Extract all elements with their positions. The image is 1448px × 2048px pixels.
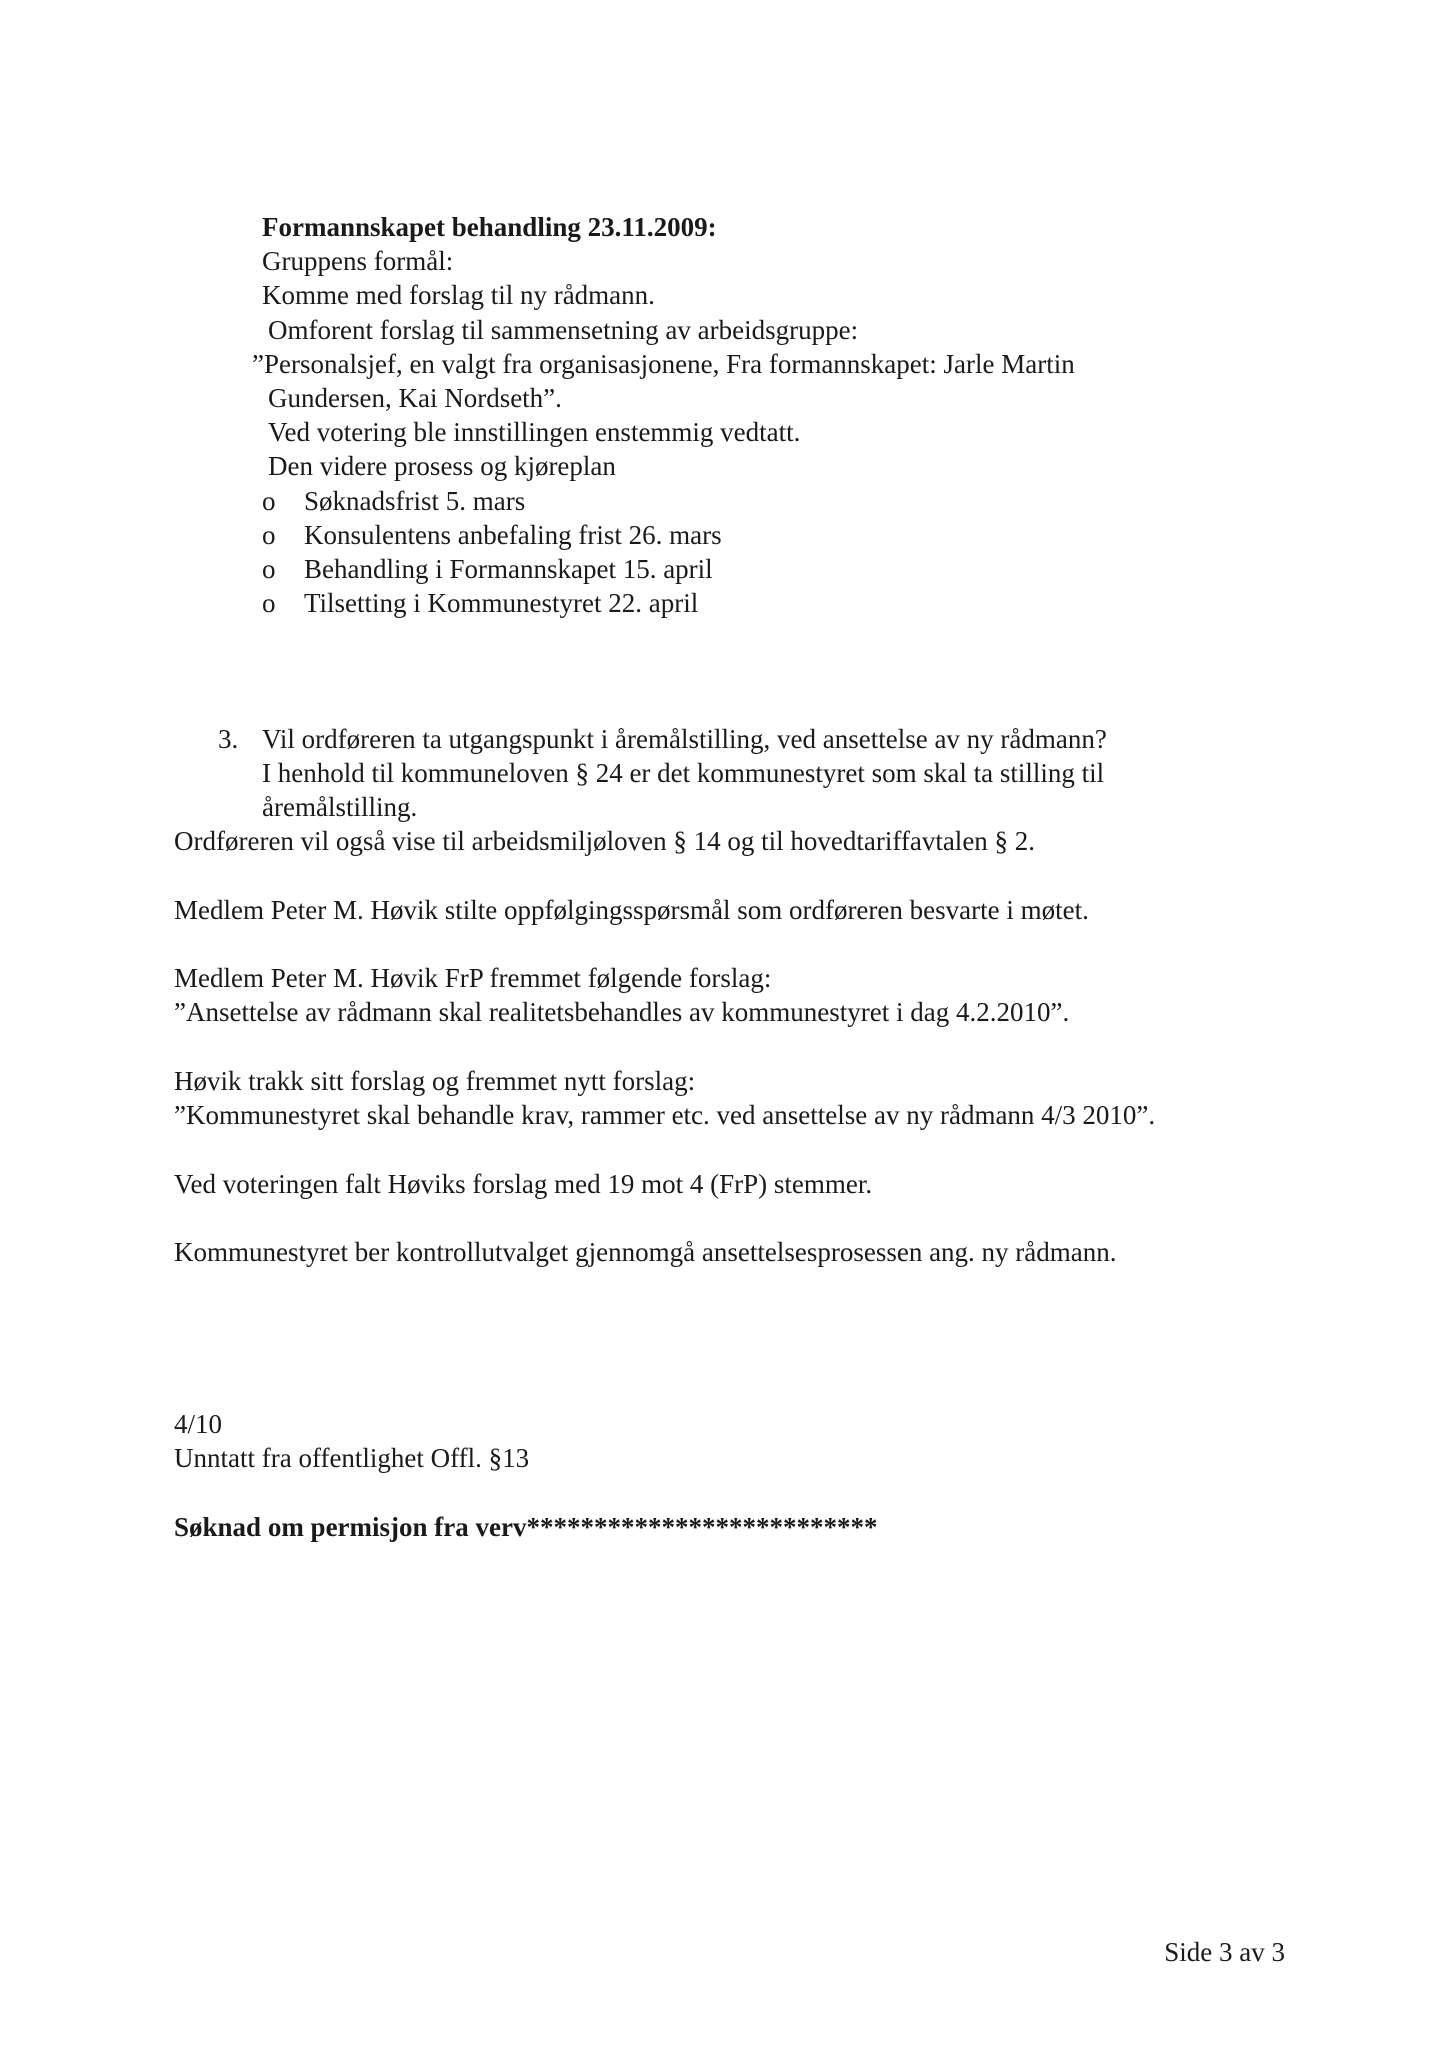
paragraph-line: Ved voteringen falt Høviks forslag med 19 mot 4 (FrP) stemmer. [174,1169,873,1199]
text-line: Gundersen, Kai Nordseth”. [268,383,562,413]
text-line: Gruppens formål: [262,246,454,276]
paragraph-line: ”Kommunestyret skal behandle krav, rammer etc. ved ansettelse av ny rådmann 4/3 2010”. [174,1100,1156,1130]
bullet-marker: o [262,554,276,584]
bullet-item [262,518,722,552]
bullet-text: Behandling i Formannskapet 15. april [304,554,713,584]
text-line: Den videre prosess og kjøreplan [268,451,616,481]
text-line: Omforent forslag til sammensetning av arbeidsgruppe: [268,315,859,345]
bullet-item [262,484,525,518]
bullet-item [262,552,713,586]
section-heading: Formannskapet behandling 23.11.2009: [262,212,717,242]
paragraph-line: Ordføreren vil også vise til arbeidsmiljøloven § 14 og til hovedtariffavtalen § 2. [174,826,1036,856]
item-number: 3. [218,724,239,754]
paragraph-line: Kommunestyret ber kontrollutvalget gjennomgå ansettelsesprosessen ang. ny rådmann. [174,1237,1117,1267]
paragraph-line: Medlem Peter M. Høvik stilte oppfølgingsspørsmål som ordføreren besvarte i møtet. [174,895,1089,925]
numbered-item [218,722,1107,756]
paragraph-line: ”Ansettelse av rådmann skal realitetsbehandles av kommunestyret i dag 4.2.2010”. [174,997,1070,1027]
bullet-marker: o [262,520,276,550]
page-number: Side 3 av 3 [1164,1937,1285,1967]
text-line: Ved votering ble innstillingen enstemmig vedtatt. [268,417,801,447]
paragraph-line: Medlem Peter M. Høvik FrP fremmet følgende forslag: [174,963,772,993]
item-answer-line: åremålstilling. [262,792,418,822]
item-answer-line: I henhold til kommuneloven § 24 er det kommunestyret som skal ta stilling til [262,758,1105,788]
bullet-marker: o [262,588,276,618]
text-line: ”Personalsjef, en valgt fra organisasjonene, Fra formannskapet: Jarle Martin [252,349,1075,379]
case-title: Søknad om permisjon fra verv************************** [174,1512,878,1542]
case-exemption: Unntatt fra offentlighet Offl. §13 [174,1443,530,1473]
paragraph-line: Høvik trakk sitt forslag og fremmet nytt forslag: [174,1066,696,1096]
bullet-text: Konsulentens anbefaling frist 26. mars [304,520,722,550]
bullet-marker: o [262,486,276,516]
bullet-text: Tilsetting i Kommunestyret 22. april [304,588,699,618]
bullet-item [262,586,698,620]
bullet-text: Søknadsfrist 5. mars [304,486,526,516]
text-line: Komme med forslag til ny rådmann. [262,280,655,310]
case-number: 4/10 [174,1409,223,1439]
item-question: Vil ordføreren ta utgangspunkt i åremålstilling, ved ansettelse av ny rådmann? [262,724,1107,754]
